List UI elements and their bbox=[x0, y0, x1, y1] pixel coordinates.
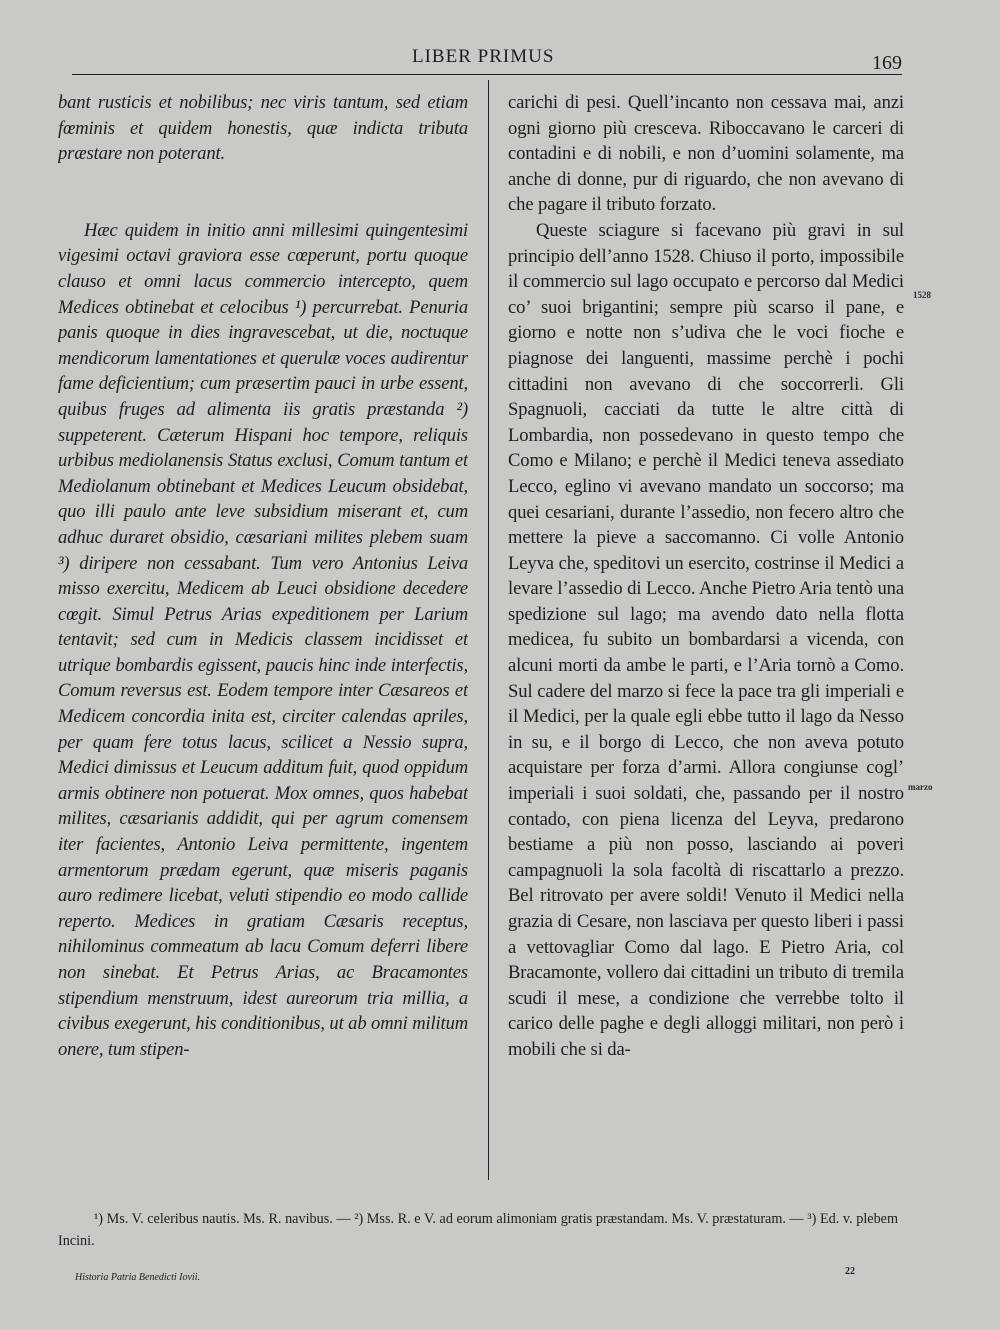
latin-paragraph: bant rusticis et nobilibus; nec viris tantum, sed etiam fœminis et quidem honestis, quæ indicta tributa præstare non poterant. bbox=[58, 92, 468, 165]
column-divider bbox=[488, 80, 489, 1180]
header-rule bbox=[72, 74, 902, 75]
latin-paragraph: Hæc quidem in initio anni millesimi quingentesimi vigesimi octavi graviora esse cœperunt, portu quoque clauso et omni lacus commercio intercepto, quem Medices obtinebat et celocibus ¹) percurrebat. Penuria panis quoque in dies ingravescebat, ut die, noctuque mendicorum lamentationes et querulæ voces audirentur fame deficientium; cum præsertim pauci in urbe essent, quibus fruges ad alimenta iis gratis præstanda ²) suppeterent. Cæterum Hispani hoc tempore, reliquis urbibus mediolanensis Status exclusi, Comum tantum et Mediolanum obtinebant et Medices Leucum obsidebat, quo illi paulo ante leve subsidium miserant et, cum adhuc duraret obsidio, cæsariani milites plebem suam ³) diripere non cessabant. Tum vero Antonius Leiva misso exercitu, Medicem ab Leuci obsidione decedere cœgit. Simul Petrus Arias expeditionem per Larium tentavit; sed cum in Medicis classem incidisset et utrique bombardis egissent, paucis hinc inde interfectis, Comum reversus est. Eodem tempore inter Cæsareos et Medicem concordia inita est, circiter calendas apriles, per quam fere totus lacus, scilicet a Nessio supra, Medici dimissus et Leucum additum fuit, quod oppidum armis obtinere non potuerat. Mox omnes, quos habebat milites, cæsarianis addidit, qui per agrum comensem iter facientes, Antonio Leiva permittente, ingentem armentorum prædam egerunt, quæ miseris paganis auro redimere licebat, veluti stipendio eo modo callide reperto. Medices in gratiam Cæsaris receptus, nihilominus commeatum ab lacu Comum deferri libere non sinebat. Et Petrus Arias, ac Bracamontes stipendium menstruum, idest aureorum tria millia, a civibus exegerunt, his conditionibus, ut ab omni militum onere, tum stipen- bbox=[58, 219, 468, 1060]
footnote-text: ¹) Ms. V. celeribus nautis. Ms. R. navibus. — ²) Mss. R. e V. ad eorum alimoniam gratis præstandam. Ms. V. præstaturam. — ³) Ed. v. plebem Incini. bbox=[58, 1211, 898, 1249]
italian-column bbox=[508, 90, 904, 1185]
italian-paragraph: Queste sciagure si facevano più gravi in sul principio dell’anno 1528. Chiuso il porto, impossibile il commercio sul lago occupato e percorso dal Medici co’ suoi brigantini; sempre più scarso il pane, e giorno e notte non s’udiva che le voci fioche e piagnose dei languenti, massime perchè i pochi cittadini non avevano di che soccorrerli. Gli Spagnuoli, cacciati da tutte le altre città di Lombardia, non possedevano in questo tempo che Como e Milano; e perchè il Medici teneva assediato Lecco, eglino vi avevano mandato un soccorso; ma quei cesariani, durante l’assedio, non fecero altro che mettere la pieve a saccomanno. Ci volle Antonio Leyva che, speditovi un esercito, costrinse il Medici a levare l’assedio di Lecco. Anche Pietro Aria tentò una spedizione sul lago; ma avendo dato nella flotta medicea, fu subito un bombardarsi a vicenda, con alcuni morti da ambe le parti, e l’Aria tornò a Como. Sul cadere del marzo si fece la pace tra gli imperiali e il Medici, per la quale egli ebbe tutto il lago da Nesso in su, e il borgo di Lecco, che non aveva potuto acquistare per forza d’armi. Allora congiunse cogl’ imperiali i suoi soldati, che, passando per il nostro contado, con piena licenza del Leyva, predarono bestiame a più non posso, lasciando ai poveri campagnuoli la sola facoltà di riscattarlo a prezzo. Bel ritrovato per avere soldi! Venuto il Medici nella grazia di Cesare, non lasciava per questo liberi i passi a vettovagliar Como dal lago. E Pietro Aria, col Bracamonte, vollero dai cittadini un tributo di tremila scudi il mese, a condizione che verrebbe tolto il carico delle paghe e degli alloggi militari, non però i mobili che si da- bbox=[508, 219, 904, 1060]
margin-note-year: 1528 bbox=[913, 290, 931, 300]
latin-column bbox=[58, 90, 468, 1185]
page-number: 169 bbox=[872, 52, 902, 74]
footnotes bbox=[58, 1208, 898, 1252]
running-title: LIBER PRIMUS bbox=[412, 46, 555, 67]
signature-mark: 22 bbox=[845, 1266, 855, 1277]
italian-paragraph: carichi di pesi. Quell’incanto non cessava mai, anzi ogni giorno più cresceva. Riboccavano le carceri di contadini e di nobili, e non d’uomini solamente, ma anche di donne, pur di riguardo, che non avevano di che pagare il tributo forzato. bbox=[508, 92, 904, 216]
margin-note-month: marzo bbox=[908, 782, 933, 792]
signature-line: Historia Patria Benedicti Iovii. bbox=[75, 1272, 200, 1283]
